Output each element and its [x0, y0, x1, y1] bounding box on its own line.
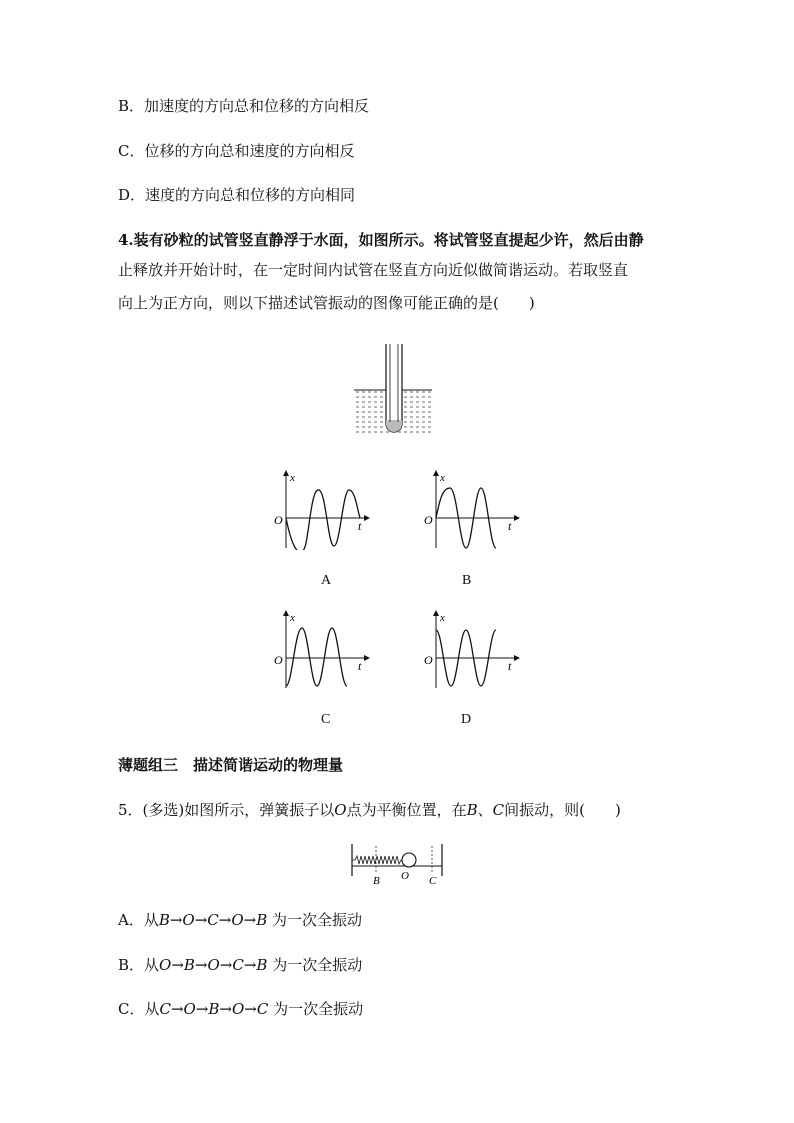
axis-x-label: x — [290, 472, 295, 484]
q3-option-d: D．速度的方向总和位移的方向相同 — [118, 186, 356, 204]
spring-oscillator-figure — [345, 840, 449, 888]
q4-stem-line1: 4.装有砂粒的试管竖直静浮于水面，如图所示。将试管竖直提起少许，然后由静 — [118, 231, 644, 249]
group3-title: 薄题组三 描述简谐运动的物理量 — [118, 756, 344, 774]
svg-text:x: x — [290, 612, 295, 624]
svg-text:x: x — [440, 612, 445, 624]
svg-text:t: t — [508, 659, 512, 673]
q5-option-b: B．从O→B→O→C→B 为一次全振动 — [118, 956, 363, 974]
graph-d-label: D — [461, 712, 472, 727]
spring — [352, 856, 402, 864]
q5-option-a: A．从B→O→C→O→B 为一次全振动 — [118, 911, 363, 929]
wave-a — [286, 490, 360, 550]
q3-option-c: C．位移的方向总和速度的方向相反 — [118, 142, 355, 160]
svg-text:O: O — [424, 653, 433, 667]
q4-stem-line3: 向上为正方向，则以下描述试管振动的图像可能正确的是( ) — [118, 294, 535, 312]
graph-d — [420, 608, 520, 690]
origin-label: O — [274, 513, 283, 527]
graph-b — [420, 468, 520, 550]
svg-text:O: O — [274, 653, 283, 667]
q4-stem-line2: 止释放并开始计时，在一定时间内试管在竖直方向近似做简谐运动。若取竖直 — [118, 261, 629, 279]
test-tube-figure — [350, 340, 436, 440]
graph-b-label: B — [462, 573, 472, 588]
ball — [402, 853, 416, 867]
svg-text:O: O — [424, 513, 433, 527]
axis-t-label: t — [358, 519, 362, 533]
q5-option-c: C．从C→O→B→O→C 为一次全振动 — [118, 1000, 364, 1018]
graph-c-label: C — [321, 712, 331, 727]
svg-text:x: x — [440, 472, 445, 484]
graph-a-label: A — [321, 573, 332, 588]
q5-stem: 5．(多选)如图所示，弹簧振子以O点为平衡位置，在B、C间振动，则( ) — [118, 801, 621, 819]
wave-c — [286, 628, 347, 686]
q3-option-b: B．加速度的方向总和位移的方向相反 — [118, 97, 370, 115]
o-label: O — [401, 870, 409, 882]
b-label: B — [373, 875, 380, 887]
svg-text:t: t — [508, 519, 512, 533]
graph-a — [270, 468, 370, 550]
svg-text:t: t — [358, 659, 362, 673]
c-label: C — [429, 875, 437, 887]
graph-c — [270, 608, 370, 690]
